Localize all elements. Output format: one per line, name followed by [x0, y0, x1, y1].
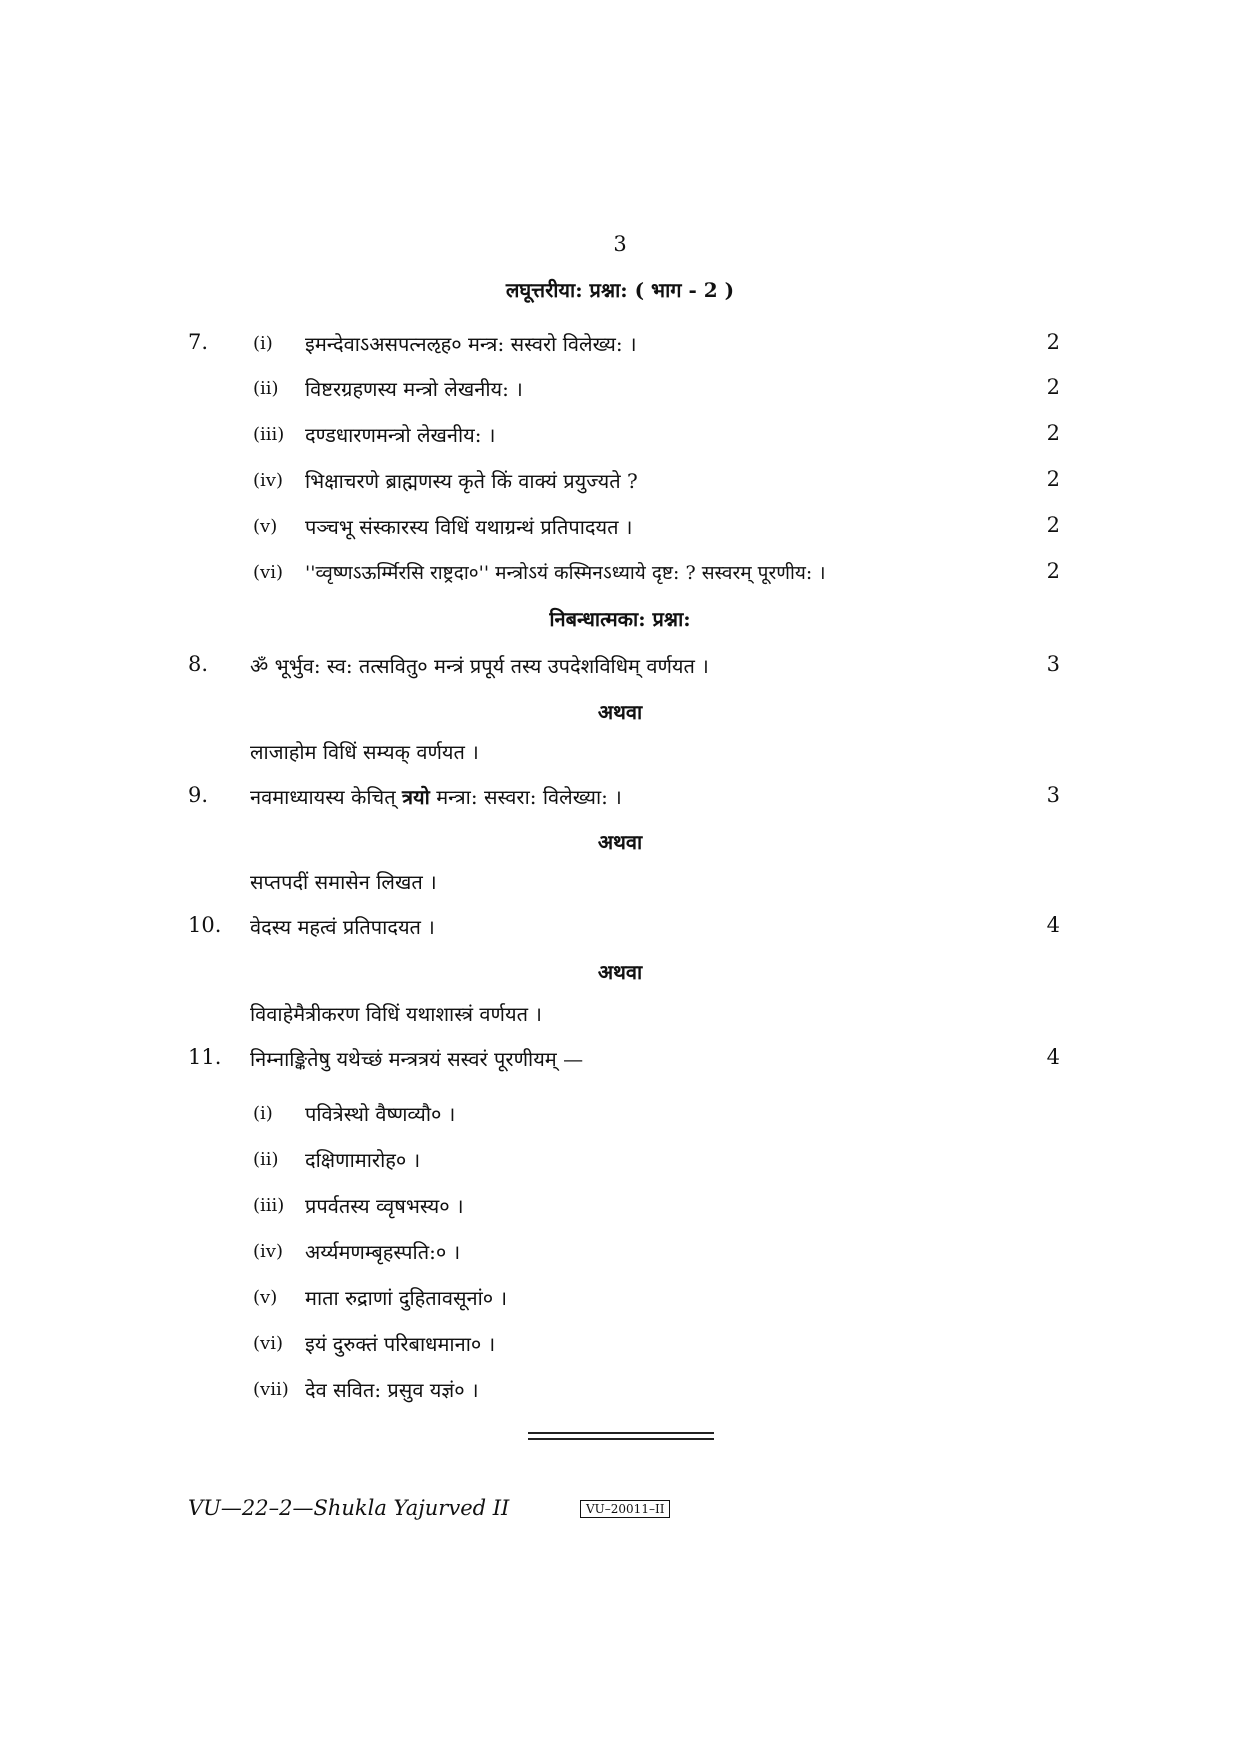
footer-code: VU–20011–II [580, 1500, 670, 1518]
or-label: अथवा [597, 960, 643, 984]
q11-marks: 4 [1046, 1045, 1060, 1069]
q9-marks: 3 [1046, 783, 1060, 807]
q7-part-label: (ii) [253, 378, 279, 399]
q7-part-label: (iv) [253, 470, 283, 491]
q11-part-text: इयं दुरुक्तं परिबाधमाना० । [305, 1332, 496, 1356]
page-number: 3 [613, 232, 627, 256]
q9-text [250, 783, 622, 810]
or-label: अथवा [597, 700, 643, 724]
q7-part-text: दण्डधारणमन्त्रो लेखनीय: । [305, 423, 496, 447]
q11-part-label: (iii) [253, 1195, 285, 1216]
q9-text-after: मन्त्रा: सस्वरा: विलेख्या: । [436, 785, 622, 809]
q7-part-label: (iii) [253, 424, 285, 445]
q11-part-text: प्रपर्वतस्य व्वृषभस्य० । [305, 1194, 464, 1218]
section2-heading: निबन्धात्मका: प्रश्ना: [549, 607, 691, 631]
q11-part-label: (vi) [253, 1333, 283, 1354]
q11-part-text: माता रुद्राणां दुहितावसूनां० । [305, 1286, 508, 1310]
footer-text: VU—22–2—Shukla Yajurved II [188, 1496, 510, 1520]
q9-text-bold: त्रयो [402, 785, 430, 809]
q7-part-marks: 2 [1046, 559, 1060, 583]
q8-marks: 3 [1046, 652, 1060, 676]
q9-number: 9. [188, 783, 209, 807]
end-rule-bottom [528, 1438, 714, 1440]
q11-number: 11. [188, 1045, 222, 1069]
q10-text: वेदस्य महत्वं प्रतिपादयत । [250, 915, 435, 939]
q8-alternative: लाजाहोम विधिं सम्यक् वर्णयत । [250, 740, 479, 764]
q7-part-label: (v) [253, 516, 278, 537]
q11-part-text: देव सवित: प्रसुव यज्ञं० । [305, 1378, 479, 1402]
q11-text: निम्नाङ्कितेषु यथेच्छं मन्त्रत्रयं सस्वरं पूरणीयम् — [250, 1047, 584, 1071]
q9-text-before: नवमाध्यायस्य केचित् [250, 785, 396, 809]
q8-number: 8. [188, 652, 209, 676]
q11-part-text: पवित्रेस्थो वैष्णव्यौ० । [305, 1102, 456, 1126]
q7-part-marks: 2 [1046, 421, 1060, 445]
q11-part-label: (ii) [253, 1149, 279, 1170]
or-label: अथवा [597, 830, 643, 854]
q7-part-marks: 2 [1046, 375, 1060, 399]
q10-marks: 4 [1046, 913, 1060, 937]
q7-part-label: (vi) [253, 562, 283, 583]
q8-text: ॐ भूर्भुव: स्व: तत्सवितु० मन्त्रं प्रपूर्य तस्य उपदेशविधिम् वर्णयत । [250, 654, 709, 678]
q9-alternative: सप्तपदीं समासेन लिखत । [250, 870, 437, 894]
q7-part-text: इमन्देवाऽअसपत्नऌह० मन्त्र: सस्वरो विलेख्य: । [305, 332, 637, 356]
q11-part-label: (iv) [253, 1241, 283, 1262]
q7-part-marks: 2 [1046, 467, 1060, 491]
end-rule-top [528, 1432, 714, 1434]
q11-part-text: दक्षिणामारोह० । [305, 1148, 421, 1172]
q7-number: 7. [188, 330, 209, 354]
q11-part-label: (v) [253, 1287, 278, 1308]
q7-part-text: विष्टरग्रहणस्य मन्त्रो लेखनीय: । [305, 377, 523, 401]
q11-part-label: (i) [253, 1103, 273, 1124]
q7-part-marks: 2 [1046, 513, 1060, 537]
q11-part-text: अर्य्यमणम्बृहस्पति:० । [305, 1240, 461, 1264]
q10-number: 10. [188, 913, 222, 937]
q7-part-marks: 2 [1046, 330, 1060, 354]
q7-part-text: ''व्वृष्णऽऊर्म्मिरसि राष्ट्रदा०'' मन्त्रोऽयं कस्मिनऽध्याये दृष्ट: ? सस्वरम् पूरणीय: । [305, 562, 826, 584]
q11-part-label: (vii) [253, 1379, 289, 1400]
q7-part-text: पञ्चभू संस्कारस्य विधिं यथाग्रन्थं प्रतिपादयत । [305, 515, 633, 539]
q7-part-text: भिक्षाचरणे ब्राह्मणस्य कृते किं वाक्यं प्रयुज्यते ? [305, 469, 638, 493]
section1-heading: लघूत्तरीया: प्रश्ना: ( भाग - 2 ) [505, 278, 735, 302]
q10-alternative: विवाहेमैत्रीकरण विधिं यथाशास्त्रं वर्णयत । [250, 1002, 542, 1026]
q7-part-label: (i) [253, 333, 273, 354]
